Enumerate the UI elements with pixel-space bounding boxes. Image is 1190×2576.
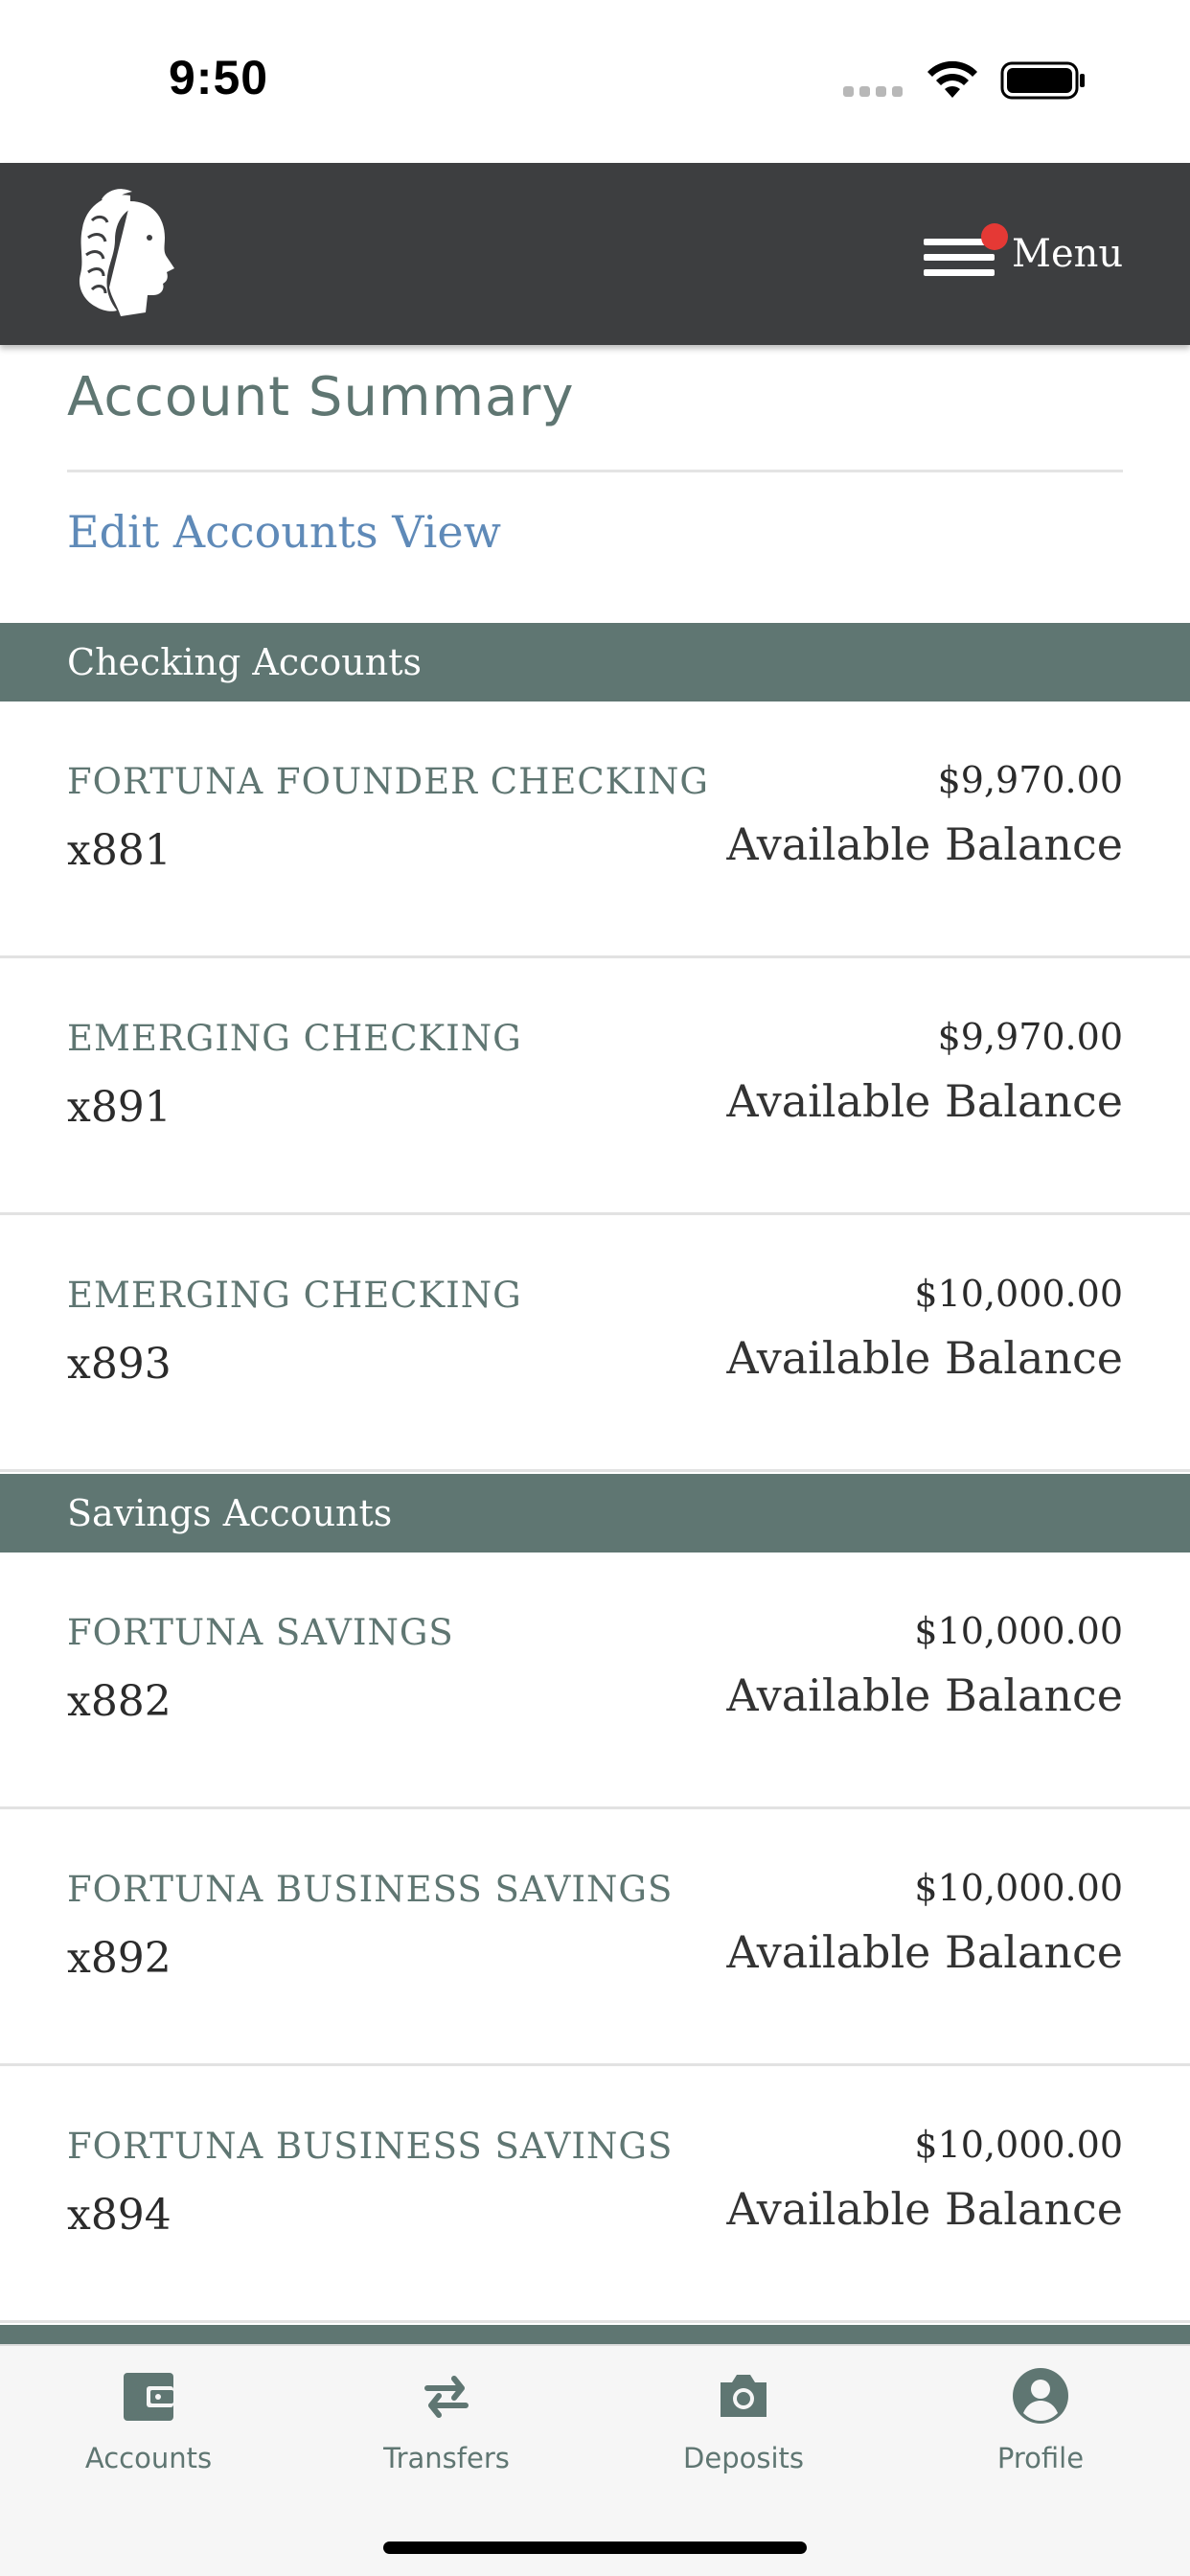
account-row[interactable] [0,2066,1190,2323]
battery-icon [1000,61,1087,100]
hamburger-menu-icon [924,227,996,281]
account-number: x893 [67,1340,172,1389]
balance-label: Available Balance [726,2183,1123,2235]
page-title: Account Summary [67,366,575,428]
wifi-icon [924,59,981,102]
account-row[interactable] [0,1215,1190,1472]
balance-label: Available Balance [726,1926,1123,1978]
tab-accounts[interactable] [43,2365,254,2509]
tab-deposits[interactable] [638,2365,849,2509]
profile-icon [1010,2365,1071,2426]
balance-label: Available Balance [726,1669,1123,1721]
account-name: EMERGING CHECKING [67,1018,522,1059]
account-row[interactable] [0,1552,1190,1809]
wallet-icon [118,2365,179,2426]
app-header [0,163,1190,345]
camera-icon [713,2365,774,2426]
account-name: EMERGING CHECKING [67,1275,522,1316]
menu-button[interactable] [924,211,1134,297]
edit-accounts-view-link[interactable]: Edit Accounts View [67,506,501,558]
transfer-arrows-icon [416,2365,477,2426]
tab-profile[interactable] [935,2365,1146,2509]
account-row[interactable] [0,958,1190,1215]
account-row[interactable] [0,1809,1190,2066]
tab-label: Deposits [683,2442,804,2474]
account-name: FORTUNA BUSINESS SAVINGS [67,2126,674,2167]
account-balance: $10,000.00 [914,1610,1123,1652]
balance-label: Available Balance [726,1075,1123,1127]
status-bar [0,0,1190,163]
account-name: FORTUNA BUSINESS SAVINGS [67,1869,674,1910]
tab-transfers[interactable] [341,2365,552,2509]
notification-badge [981,223,1008,250]
account-number: x891 [67,1083,172,1132]
account-balance: $9,970.00 [937,1016,1123,1058]
section-header-partial [0,2325,1190,2344]
balance-label: Available Balance [726,818,1123,870]
menu-label: Menu [1012,232,1124,276]
account-balance: $10,000.00 [914,2124,1123,2166]
account-balance: $9,970.00 [937,759,1123,801]
account-row[interactable] [0,702,1190,958]
account-name: FORTUNA FOUNDER CHECKING [67,761,709,802]
account-balance: $10,000.00 [914,1273,1123,1315]
divider [67,470,1123,472]
account-number: x892 [67,1934,172,1983]
account-number: x882 [67,1677,172,1726]
account-balance: $10,000.00 [914,1867,1123,1909]
section-header-checking: Checking Accounts [0,623,1190,702]
account-name: FORTUNA SAVINGS [67,1612,454,1653]
home-indicator [383,2542,807,2554]
account-number: x881 [67,826,172,875]
tab-label: Accounts [84,2442,213,2474]
section-header-savings: Savings Accounts [0,1474,1190,1552]
account-number: x894 [67,2191,172,2240]
cellular-signal-icon [843,86,903,97]
balance-label: Available Balance [726,1332,1123,1384]
tab-label: Profile [996,2442,1085,2474]
tab-label: Transfers [383,2442,510,2474]
status-time: 9:50 [169,51,269,104]
fortuna-logo-icon [63,182,184,322]
